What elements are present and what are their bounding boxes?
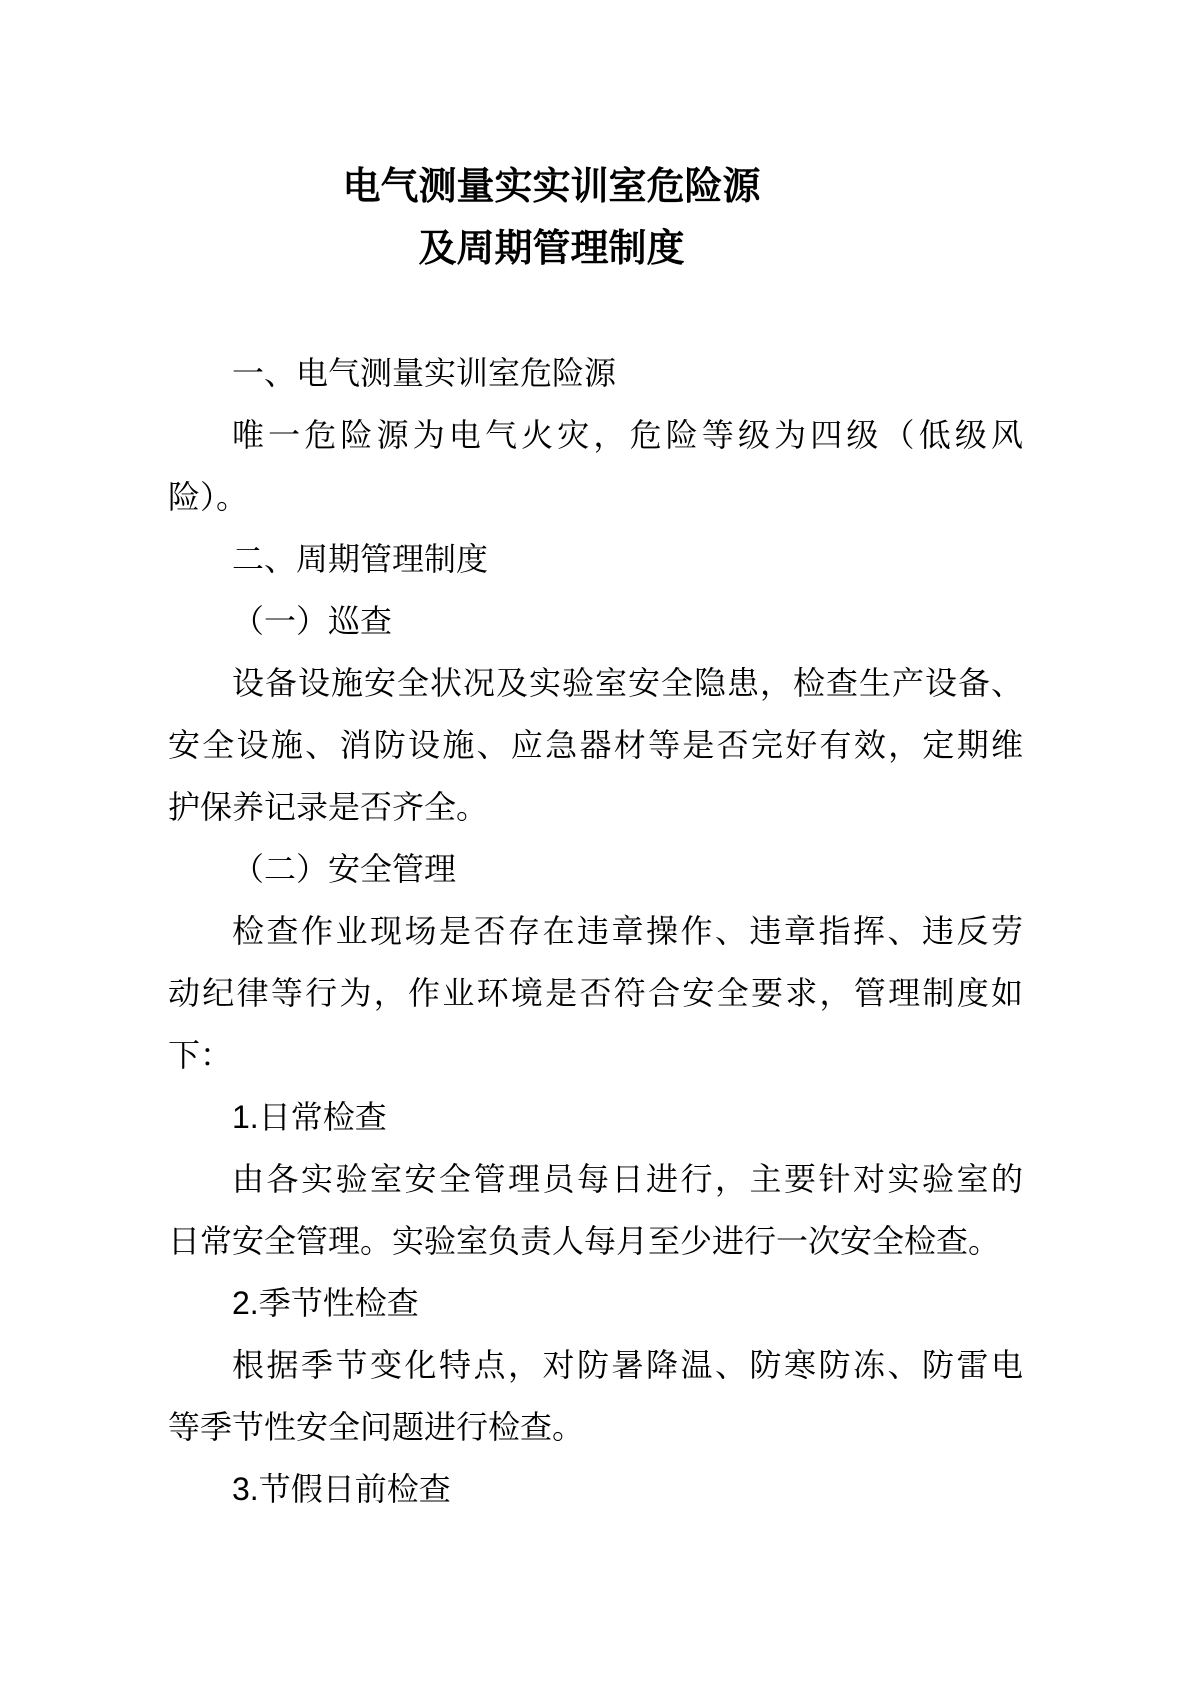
heading-item-1: 1.日常检查 (232, 1099, 387, 1135)
para-3-line-1: 检查作业现场是否存在违章操作、违章指挥、违反劳 (232, 913, 1023, 949)
heading-section-1: 一、电气测量实训室危险源 (232, 355, 617, 391)
para-3-line-2: 动纪律等行为，作业环境是否符合安全要求，管理制度如 (168, 975, 1023, 1011)
heading-subsection-1: （一）巡查 (232, 603, 393, 639)
heading-section-2: 二、周期管理制度 (232, 541, 489, 577)
heading-item-3: 3.节假日前检查 (232, 1471, 451, 1507)
para-3-line-3: 下： (168, 1037, 233, 1073)
title-body-spacer (168, 280, 1023, 342)
heading-item-2: 2.季节性检查 (232, 1285, 419, 1321)
title-line-1: 电气测量实实训室危险源 (342, 166, 761, 208)
para-1-line-1: 唯一危险源为电气火灾，危险等级为四级（低级风 (232, 417, 1023, 453)
para-4-line-2: 日常安全管理。实验室负责人每月至少进行一次安全检查。 (168, 1223, 1001, 1259)
para-1-line-2: 险）。 (168, 479, 249, 515)
para-2-line-3: 护保养记录是否齐全。 (168, 789, 489, 825)
heading-subsection-2: （二）安全管理 (232, 851, 457, 887)
document-title (168, 156, 1023, 280)
para-2-line-2: 安全设施、消防设施、应急器材等是否完好有效，定期维 (168, 727, 1023, 763)
para-5-line-2: 等季节性安全问题进行检查。 (168, 1409, 585, 1445)
para-2-line-1: 设备设施安全状况及实验室安全隐患，检查生产设备、 (232, 665, 1023, 701)
para-5-line-1: 根据季节变化特点，对防暑降温、防寒防冻、防雷电 (232, 1347, 1023, 1383)
para-4-line-1: 由各实验室安全管理员每日进行，主要针对实验室的 (232, 1161, 1023, 1197)
document-body (168, 342, 1023, 1520)
title-line-2: 及周期管理制度 (418, 228, 685, 270)
